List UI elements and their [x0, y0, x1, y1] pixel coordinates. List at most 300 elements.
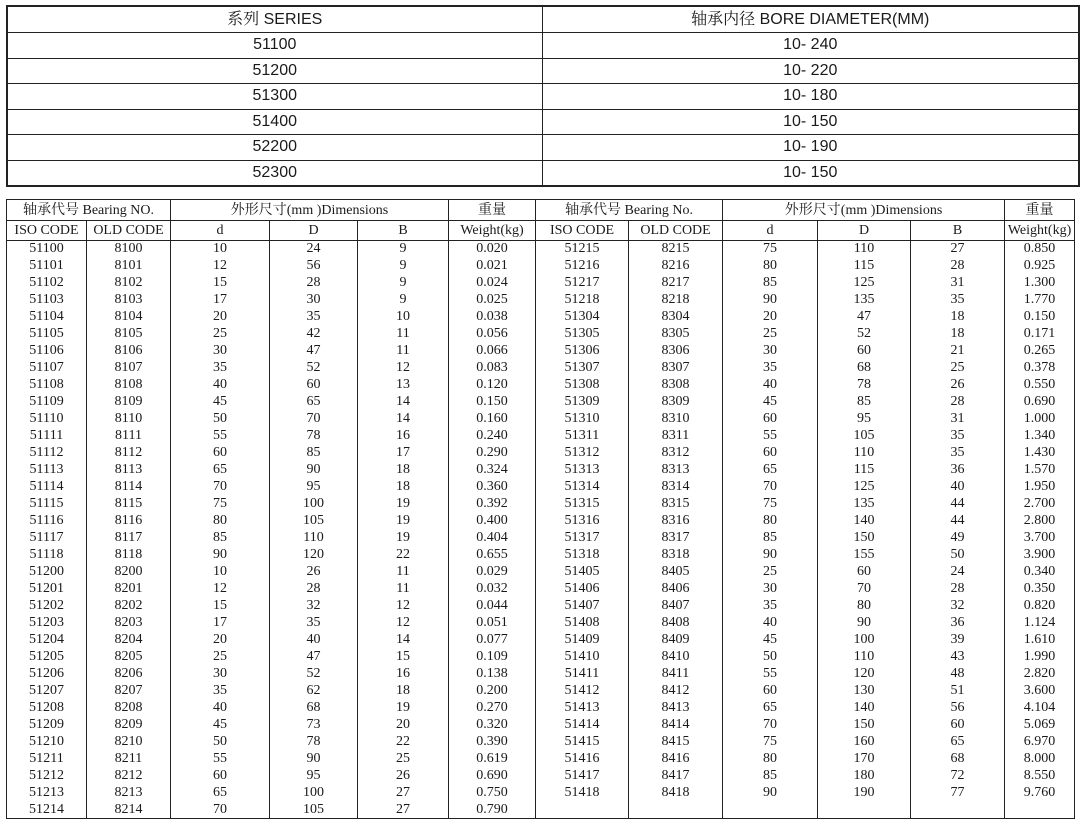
inner-diameter-cell: 35	[171, 683, 270, 700]
old-code-cell: 8105	[87, 326, 171, 343]
iso-code-cell: 51305	[536, 326, 629, 343]
iso-code-cell: 51410	[536, 649, 629, 666]
old-code-cell: 8104	[87, 309, 171, 326]
series-code: 52300	[7, 160, 542, 186]
weight-kg-cell: 0.378	[1005, 360, 1075, 377]
inner-diameter-cell: 35	[723, 598, 818, 615]
iso-code-cell: 51102	[7, 275, 87, 292]
outer-diameter-cell: 60	[818, 564, 911, 581]
iso-code-cell: 51411	[536, 666, 629, 683]
old-code-cell: 8205	[87, 649, 171, 666]
old-code-cell: 8108	[87, 377, 171, 394]
inner-diameter-cell: 30	[723, 343, 818, 360]
inner-diameter-cell: 70	[723, 479, 818, 496]
inner-diameter-cell: 90	[171, 547, 270, 564]
old-code-cell: 8414	[629, 717, 723, 734]
weight-kg-cell: 0.324	[449, 462, 536, 479]
iso-code-cell: 51307	[536, 360, 629, 377]
iso-code-cell: 51416	[536, 751, 629, 768]
iso-code-cell: 51109	[7, 394, 87, 411]
outer-diameter-cell: 100	[270, 785, 358, 802]
iso-code-cell: 51201	[7, 581, 87, 598]
spec-header-row-2	[7, 221, 1075, 241]
outer-diameter-cell: 52	[818, 326, 911, 343]
outer-diameter-cell: 100	[818, 632, 911, 649]
weight-kg-cell: 0.020	[449, 241, 536, 258]
iso-code-cell: 51117	[7, 530, 87, 547]
old-code-cell: 8200	[87, 564, 171, 581]
weight-kg-cell: 5.069	[1005, 717, 1075, 734]
outer-diameter-cell: 78	[270, 734, 358, 751]
old-code-cell: 8213	[87, 785, 171, 802]
table-row	[7, 700, 1075, 717]
weight-kg-cell: 2.700	[1005, 496, 1075, 513]
old-code-cell: 8416	[629, 751, 723, 768]
outer-diameter-cell: 135	[818, 496, 911, 513]
height-b-cell: 16	[358, 428, 449, 445]
height-b-cell: 22	[358, 547, 449, 564]
weight-kg-cell: 0.109	[449, 649, 536, 666]
iso-code-cell: 51103	[7, 292, 87, 309]
iso-code-cell: 51412	[536, 683, 629, 700]
old-code-cell: 8315	[629, 496, 723, 513]
old-code-cell: 8408	[629, 615, 723, 632]
height-b-cell: 32	[911, 598, 1005, 615]
outer-diameter-cell: 60	[270, 377, 358, 394]
bearing-spec-table	[6, 199, 1075, 819]
height-b-cell: 14	[358, 394, 449, 411]
old-code-cell: 8206	[87, 666, 171, 683]
old-code-cell: 8304	[629, 309, 723, 326]
old-code-header-left: OLD CODE	[87, 221, 171, 241]
b-header-right: B	[911, 221, 1005, 241]
height-b-cell: 68	[911, 751, 1005, 768]
old-code-cell: 8218	[629, 292, 723, 309]
inner-diameter-cell: 12	[171, 581, 270, 598]
height-b-cell: 27	[358, 801, 449, 818]
inner-diameter-cell	[723, 801, 818, 818]
iso-code-cell: 51217	[536, 275, 629, 292]
iso-code-cell: 51406	[536, 581, 629, 598]
outer-diameter-cell: 60	[818, 343, 911, 360]
bearing-no-header-right: 轴承代号 Bearing No.	[536, 200, 723, 221]
inner-diameter-cell: 55	[171, 751, 270, 768]
old-code-cell: 8118	[87, 547, 171, 564]
height-b-cell: 28	[911, 258, 1005, 275]
iso-code-cell: 51407	[536, 598, 629, 615]
old-code-cell: 8415	[629, 734, 723, 751]
weight-kg-cell: 0.404	[449, 530, 536, 547]
bore-diameter-range: 10- 150	[542, 109, 1079, 135]
weight-kg-cell: 0.200	[449, 683, 536, 700]
inner-diameter-cell: 20	[171, 632, 270, 649]
old-code-cell: 8110	[87, 411, 171, 428]
iso-code-cell: 51409	[536, 632, 629, 649]
bore-diameter-range: 10- 240	[542, 33, 1079, 59]
table-row	[7, 445, 1075, 462]
height-b-cell: 18	[358, 462, 449, 479]
height-b-cell: 14	[358, 411, 449, 428]
iso-code-cell: 51414	[536, 717, 629, 734]
height-b-cell: 19	[358, 700, 449, 717]
weight-kg-cell: 1.300	[1005, 275, 1075, 292]
weight-header-left: 重量	[449, 200, 536, 221]
series-row	[7, 160, 1079, 186]
height-b-cell: 36	[911, 615, 1005, 632]
height-b-cell: 19	[358, 496, 449, 513]
outer-diameter-cell: 85	[818, 394, 911, 411]
inner-diameter-cell: 90	[723, 292, 818, 309]
series-row	[7, 58, 1079, 84]
inner-diameter-cell: 80	[723, 751, 818, 768]
weight-kg-cell: 1.124	[1005, 615, 1075, 632]
inner-diameter-cell: 12	[171, 258, 270, 275]
old-code-cell: 8204	[87, 632, 171, 649]
iso-code-cell: 51309	[536, 394, 629, 411]
inner-diameter-cell: 65	[723, 462, 818, 479]
weight-kg-cell: 0.171	[1005, 326, 1075, 343]
iso-code-cell: 51314	[536, 479, 629, 496]
old-code-cell: 8412	[629, 683, 723, 700]
old-code-cell: 8203	[87, 615, 171, 632]
old-code-cell: 8112	[87, 445, 171, 462]
weight-kg-cell: 0.138	[449, 666, 536, 683]
inner-diameter-cell: 65	[723, 700, 818, 717]
d-header-right: d	[723, 221, 818, 241]
old-code-cell: 8310	[629, 411, 723, 428]
inner-diameter-cell: 65	[171, 462, 270, 479]
series-row	[7, 33, 1079, 59]
outer-diameter-cell: 26	[270, 564, 358, 581]
old-code-cell: 8410	[629, 649, 723, 666]
iso-code-cell: 51211	[7, 751, 87, 768]
iso-code-cell: 51318	[536, 547, 629, 564]
outer-d-header-left: D	[270, 221, 358, 241]
height-b-cell: 9	[358, 275, 449, 292]
series-header: 系列 SERIES	[7, 6, 542, 33]
iso-code-cell: 51308	[536, 377, 629, 394]
height-b-cell: 28	[911, 394, 1005, 411]
outer-diameter-cell: 105	[818, 428, 911, 445]
inner-diameter-cell: 25	[723, 326, 818, 343]
iso-code-cell: 51104	[7, 309, 87, 326]
inner-diameter-cell: 40	[171, 377, 270, 394]
weight-kg-cell: 0.160	[449, 411, 536, 428]
height-b-cell: 39	[911, 632, 1005, 649]
table-row	[7, 309, 1075, 326]
iso-code-cell: 51111	[7, 428, 87, 445]
old-code-cell: 8305	[629, 326, 723, 343]
old-code-cell: 8413	[629, 700, 723, 717]
old-code-cell: 8114	[87, 479, 171, 496]
inner-diameter-cell: 45	[723, 632, 818, 649]
spec-table-body	[7, 241, 1075, 819]
outer-diameter-cell: 47	[818, 309, 911, 326]
outer-diameter-cell: 110	[270, 530, 358, 547]
height-b-cell: 9	[358, 292, 449, 309]
old-code-cell: 8313	[629, 462, 723, 479]
height-b-cell: 26	[911, 377, 1005, 394]
weight-kg-cell: 0.029	[449, 564, 536, 581]
weight-kg-cell: 0.038	[449, 309, 536, 326]
inner-diameter-cell: 25	[171, 649, 270, 666]
old-code-cell: 8306	[629, 343, 723, 360]
series-row	[7, 109, 1079, 135]
outer-diameter-cell: 155	[818, 547, 911, 564]
old-code-cell: 8109	[87, 394, 171, 411]
old-code-cell: 8311	[629, 428, 723, 445]
inner-diameter-cell: 45	[171, 394, 270, 411]
table-row	[7, 513, 1075, 530]
weight-header-right: 重量	[1005, 200, 1075, 221]
weight-kg-cell: 0.400	[449, 513, 536, 530]
iso-code-cell: 51118	[7, 547, 87, 564]
table-row	[7, 598, 1075, 615]
old-code-cell: 8307	[629, 360, 723, 377]
outer-diameter-cell: 68	[818, 360, 911, 377]
table-row	[7, 479, 1075, 496]
table-row	[7, 530, 1075, 547]
iso-code-cell: 51113	[7, 462, 87, 479]
outer-diameter-cell: 95	[270, 479, 358, 496]
weight-kg-cell: 1.950	[1005, 479, 1075, 496]
outer-diameter-cell: 30	[270, 292, 358, 309]
outer-diameter-cell: 90	[818, 615, 911, 632]
table-row	[7, 632, 1075, 649]
iso-code-cell: 51418	[536, 785, 629, 802]
weight-kg-cell: 0.265	[1005, 343, 1075, 360]
table-row	[7, 581, 1075, 598]
table-row	[7, 496, 1075, 513]
height-b-cell: 11	[358, 343, 449, 360]
height-b-cell: 72	[911, 768, 1005, 785]
weight-kg-cell: 0.024	[449, 275, 536, 292]
series-table	[6, 5, 1080, 187]
old-code-cell: 8115	[87, 496, 171, 513]
outer-diameter-cell: 62	[270, 683, 358, 700]
height-b-cell: 44	[911, 496, 1005, 513]
weight-kg-cell: 0.077	[449, 632, 536, 649]
outer-diameter-cell: 115	[818, 258, 911, 275]
height-b-cell: 43	[911, 649, 1005, 666]
inner-diameter-cell: 25	[723, 564, 818, 581]
height-b-cell: 60	[911, 717, 1005, 734]
inner-diameter-cell: 60	[723, 445, 818, 462]
old-code-cell: 8113	[87, 462, 171, 479]
iso-code-cell: 51417	[536, 768, 629, 785]
inner-diameter-cell: 90	[723, 547, 818, 564]
weight-kg-cell: 1.990	[1005, 649, 1075, 666]
old-code-cell	[629, 801, 723, 818]
weight-kg-cell: 0.320	[449, 717, 536, 734]
weight-kg-cell: 0.750	[449, 785, 536, 802]
weight-kg-cell: 0.270	[449, 700, 536, 717]
old-code-cell: 8116	[87, 513, 171, 530]
height-b-cell: 15	[358, 649, 449, 666]
outer-diameter-cell: 65	[270, 394, 358, 411]
outer-diameter-cell: 73	[270, 717, 358, 734]
height-b-cell: 12	[358, 598, 449, 615]
weight-kg-cell: 2.820	[1005, 666, 1075, 683]
height-b-cell: 12	[358, 360, 449, 377]
table-row	[7, 360, 1075, 377]
outer-diameter-cell: 40	[270, 632, 358, 649]
inner-diameter-cell: 40	[171, 700, 270, 717]
old-code-cell: 8111	[87, 428, 171, 445]
series-code: 51200	[7, 58, 542, 84]
inner-diameter-cell: 65	[171, 785, 270, 802]
outer-diameter-cell: 160	[818, 734, 911, 751]
height-b-cell: 24	[911, 564, 1005, 581]
outer-diameter-cell: 140	[818, 700, 911, 717]
old-code-cell: 8407	[629, 598, 723, 615]
weight-kg-cell: 0.820	[1005, 598, 1075, 615]
iso-code-cell: 51101	[7, 258, 87, 275]
inner-diameter-cell: 80	[723, 258, 818, 275]
height-b-cell: 77	[911, 785, 1005, 802]
height-b-cell: 9	[358, 258, 449, 275]
inner-diameter-cell: 50	[723, 649, 818, 666]
outer-diameter-cell: 78	[818, 377, 911, 394]
table-row	[7, 785, 1075, 802]
old-code-cell: 8214	[87, 801, 171, 818]
inner-diameter-cell: 20	[171, 309, 270, 326]
height-b-cell: 48	[911, 666, 1005, 683]
inner-diameter-cell: 80	[171, 513, 270, 530]
iso-code-cell: 51213	[7, 785, 87, 802]
height-b-cell: 22	[358, 734, 449, 751]
outer-diameter-cell: 85	[270, 445, 358, 462]
outer-diameter-cell	[818, 801, 911, 818]
inner-diameter-cell: 40	[723, 615, 818, 632]
outer-diameter-cell: 135	[818, 292, 911, 309]
old-code-cell: 8103	[87, 292, 171, 309]
inner-diameter-cell: 85	[723, 530, 818, 547]
old-code-cell: 8215	[629, 241, 723, 258]
iso-code-cell: 51114	[7, 479, 87, 496]
old-code-cell: 8101	[87, 258, 171, 275]
height-b-cell: 11	[358, 581, 449, 598]
iso-code-cell: 51108	[7, 377, 87, 394]
bearing-no-header-left: 轴承代号 Bearing NO.	[7, 200, 171, 221]
dimensions-header-right: 外形尺寸(mm )Dimensions	[723, 200, 1005, 221]
height-b-cell: 36	[911, 462, 1005, 479]
weight-kg-cell: 0.390	[449, 734, 536, 751]
outer-diameter-cell: 47	[270, 649, 358, 666]
old-code-cell: 8217	[629, 275, 723, 292]
iso-code-cell: 51311	[536, 428, 629, 445]
inner-diameter-cell: 35	[171, 360, 270, 377]
iso-code-cell: 51415	[536, 734, 629, 751]
table-row	[7, 717, 1075, 734]
height-b-cell: 19	[358, 513, 449, 530]
old-code-cell: 8418	[629, 785, 723, 802]
outer-diameter-cell: 28	[270, 581, 358, 598]
table-row	[7, 258, 1075, 275]
series-code: 51100	[7, 33, 542, 59]
height-b-cell: 26	[358, 768, 449, 785]
height-b-cell	[911, 801, 1005, 818]
old-code-cell: 8409	[629, 632, 723, 649]
series-header-row	[7, 6, 1079, 33]
inner-diameter-cell: 90	[723, 785, 818, 802]
inner-diameter-cell: 85	[723, 768, 818, 785]
weight-kg-cell: 1.570	[1005, 462, 1075, 479]
outer-diameter-cell: 35	[270, 309, 358, 326]
inner-diameter-cell: 55	[171, 428, 270, 445]
inner-diameter-cell: 60	[723, 411, 818, 428]
weight-kg-cell	[1005, 801, 1075, 818]
height-b-cell: 65	[911, 734, 1005, 751]
height-b-cell: 35	[911, 428, 1005, 445]
outer-diameter-cell: 120	[270, 547, 358, 564]
inner-diameter-cell: 17	[171, 615, 270, 632]
outer-diameter-cell: 110	[818, 649, 911, 666]
iso-code-cell: 51408	[536, 615, 629, 632]
series-row	[7, 84, 1079, 110]
inner-diameter-cell: 30	[171, 666, 270, 683]
height-b-cell: 27	[911, 241, 1005, 258]
weight-kg-cell: 0.066	[449, 343, 536, 360]
weight-kg-cell: 0.120	[449, 377, 536, 394]
outer-diameter-cell: 125	[818, 275, 911, 292]
inner-diameter-cell: 85	[723, 275, 818, 292]
inner-diameter-cell: 45	[171, 717, 270, 734]
inner-diameter-cell: 70	[723, 717, 818, 734]
weight-kg-cell: 0.850	[1005, 241, 1075, 258]
iso-code-cell: 51304	[536, 309, 629, 326]
bore-diameter-range: 10- 190	[542, 135, 1079, 161]
old-code-cell: 8318	[629, 547, 723, 564]
outer-diameter-cell: 110	[818, 241, 911, 258]
weight-kg-cell: 2.800	[1005, 513, 1075, 530]
height-b-cell: 51	[911, 683, 1005, 700]
inner-diameter-cell: 70	[171, 479, 270, 496]
old-code-cell: 8309	[629, 394, 723, 411]
old-code-cell: 8210	[87, 734, 171, 751]
height-b-cell: 18	[358, 683, 449, 700]
outer-diameter-cell: 35	[270, 615, 358, 632]
weight-kg-cell: 6.970	[1005, 734, 1075, 751]
iso-code-cell: 51208	[7, 700, 87, 717]
series-code: 52200	[7, 135, 542, 161]
outer-diameter-cell: 110	[818, 445, 911, 462]
iso-code-cell: 51112	[7, 445, 87, 462]
b-header-left: B	[358, 221, 449, 241]
height-b-cell: 35	[911, 292, 1005, 309]
table-row	[7, 326, 1075, 343]
weight-kg-cell: 0.619	[449, 751, 536, 768]
outer-diameter-cell: 190	[818, 785, 911, 802]
inner-diameter-cell: 20	[723, 309, 818, 326]
height-b-cell: 10	[358, 309, 449, 326]
inner-diameter-cell: 50	[171, 411, 270, 428]
height-b-cell: 49	[911, 530, 1005, 547]
outer-diameter-cell: 120	[818, 666, 911, 683]
old-code-cell: 8117	[87, 530, 171, 547]
outer-diameter-cell: 140	[818, 513, 911, 530]
old-code-cell: 8201	[87, 581, 171, 598]
inner-diameter-cell: 75	[723, 496, 818, 513]
weight-kg-cell: 0.083	[449, 360, 536, 377]
old-code-cell: 8411	[629, 666, 723, 683]
weight-kg-cell: 0.240	[449, 428, 536, 445]
inner-diameter-cell: 15	[171, 598, 270, 615]
outer-diameter-cell: 180	[818, 768, 911, 785]
spec-header-row-1	[7, 200, 1075, 221]
old-code-cell: 8209	[87, 717, 171, 734]
outer-diameter-cell: 90	[270, 462, 358, 479]
